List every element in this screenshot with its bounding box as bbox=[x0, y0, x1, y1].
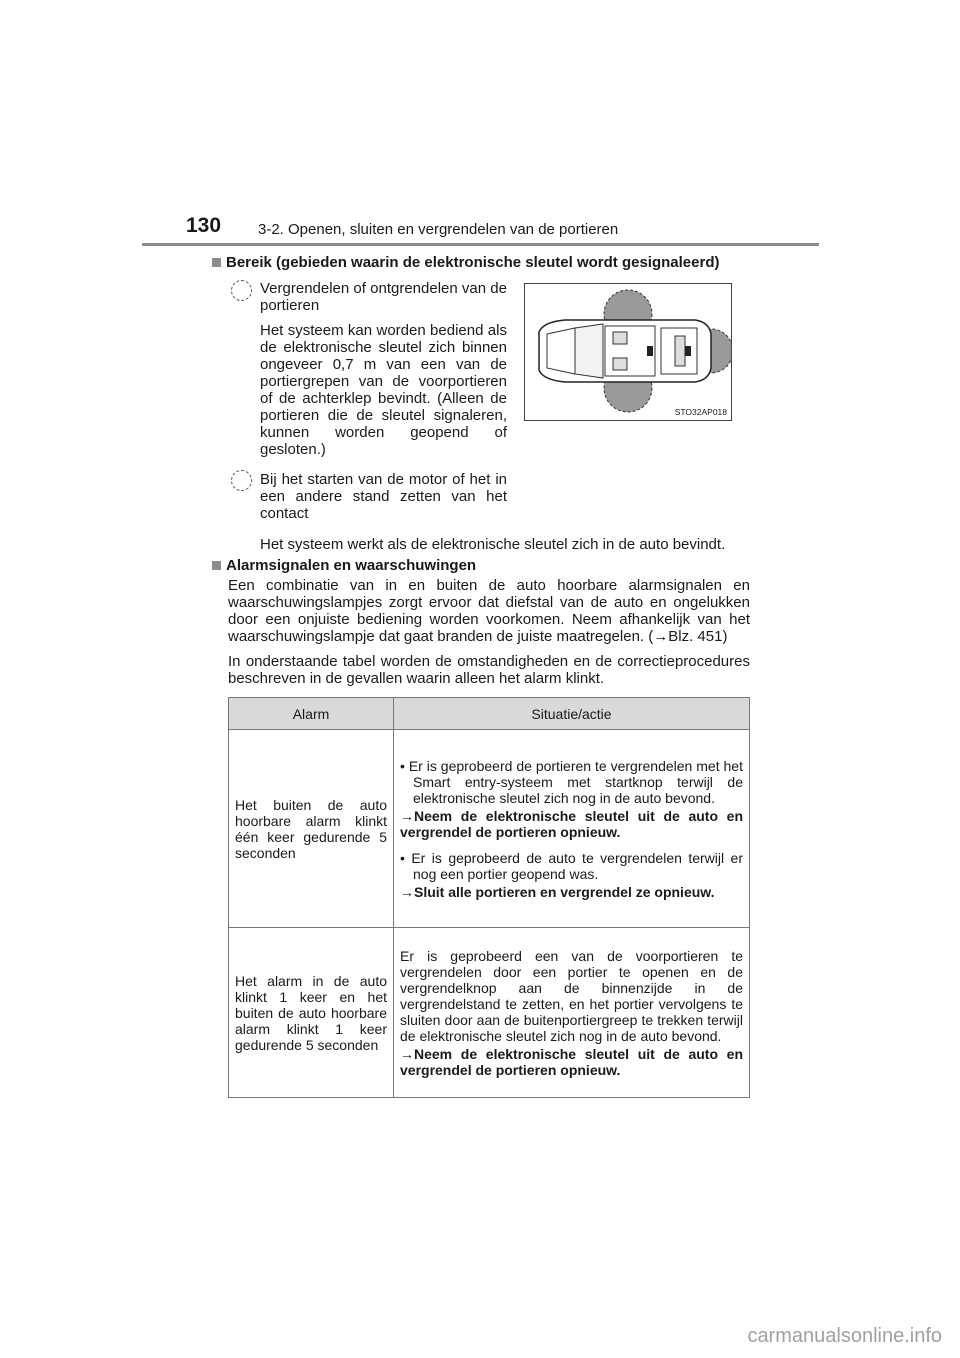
item2-text: Het systeem werkt als de elektronische sleutel zich in de auto bevindt. bbox=[260, 536, 726, 553]
alarms-paragraph-2: In onderstaande tabel worden de omstandigheden en de correctieprocedures beschreven in de gevallen waarin alleen het alarm klinkt. bbox=[228, 653, 750, 687]
item2-title: Bij het starten van de motor of het in een andere stand zetten van het contact bbox=[260, 471, 507, 522]
chapter-title: 3-2. Openen, sluiten en vergrendelen van de portieren bbox=[258, 221, 619, 238]
action-text: →Neem de elektronische sleutel uit de auto en vergrendel de portieren opnieuw. bbox=[400, 1045, 743, 1078]
item1-title: Vergrendelen of ontgrendelen van de portieren bbox=[260, 280, 507, 314]
alarms-paragraph-1: Een combinatie van in en buiten de auto hoorbare alarmsignalen en waarschuwingslampjes zorgt ervoor dat diefstal van de auto en ongelukken door een onjuiste bediening worden voorkomen. Neem afhankelijk van het waarschuwingslampje dat gaat branden de juiste maatregelen. (→Blz. 451) bbox=[228, 577, 750, 645]
header-rule bbox=[142, 243, 819, 246]
watermark: carmanualsonline.info bbox=[747, 1325, 942, 1347]
action-text: →Neem de elektronische sleutel uit de auto en vergrendel de portieren opnieuw. bbox=[400, 807, 743, 840]
table-header-row bbox=[229, 698, 750, 730]
column-header-situation: Situatie/actie bbox=[394, 698, 750, 730]
square-bullet-icon bbox=[212, 561, 221, 570]
situation-bullet: • Er is geprobeerd de portieren te vergrendelen met het Smart entry-systeem met startknop terwijl de elektronische sleutel zich nog in de auto bevond. bbox=[400, 757, 743, 806]
car-top-view-illustration bbox=[525, 284, 731, 420]
situation-bullet: • Er is geprobeerd de auto te vergrendelen terwijl er nog een portier geopend was. bbox=[400, 849, 743, 882]
page-number: 130 bbox=[186, 214, 222, 237]
situation-cell bbox=[394, 928, 750, 1098]
alarm-cell: Het alarm in de auto klinkt 1 keer en het buiten de auto hoorbare alarm klinkt 1 keer gedurende 5 seconden bbox=[229, 928, 394, 1098]
detection-area-icon bbox=[231, 280, 252, 301]
situation-cell bbox=[394, 730, 750, 928]
diagram-code: STO32AP018 bbox=[674, 407, 727, 417]
item1-text: Het systeem kan worden bediend als de elektronische sleutel zich binnen ongeveer 0,7 m van een van de portiergrepen van de voorportieren of de achterklep bevindt. (Alleen de portieren die de sleutel signaleren, kunnen worden geopend of gesloten.) bbox=[260, 322, 507, 458]
detection-range-diagram bbox=[524, 283, 732, 421]
table-row bbox=[229, 730, 750, 928]
alarm-cell: Het buiten de auto hoorbare alarm klinkt één keer gedurende 5 seconden bbox=[229, 730, 394, 928]
alarm-table bbox=[228, 697, 750, 1098]
section-heading-alarms: Alarmsignalen en waarschuwingen bbox=[212, 557, 476, 574]
square-bullet-icon bbox=[212, 258, 221, 267]
column-header-alarm: Alarm bbox=[229, 698, 394, 730]
table-row bbox=[229, 928, 750, 1098]
action-text: →Sluit alle portieren en vergrendel ze opnieuw. bbox=[400, 883, 715, 900]
section-heading-range: Bereik (gebieden waarin de elektronische sleutel wordt gesignaleerd) bbox=[212, 254, 719, 271]
cabin-area-icon bbox=[231, 470, 252, 491]
situation-text: Er is geprobeerd een van de voorportieren te vergrendelen door een portier te openen en de vergrendelknop aan de binnenzijde in de vergrendelstand te zetten, en het portier vervolgens te sluiten door aan de buitenportiergreep te trekken terwijl de elektronische sleutel zich nog in de auto bevond. bbox=[400, 947, 743, 1044]
